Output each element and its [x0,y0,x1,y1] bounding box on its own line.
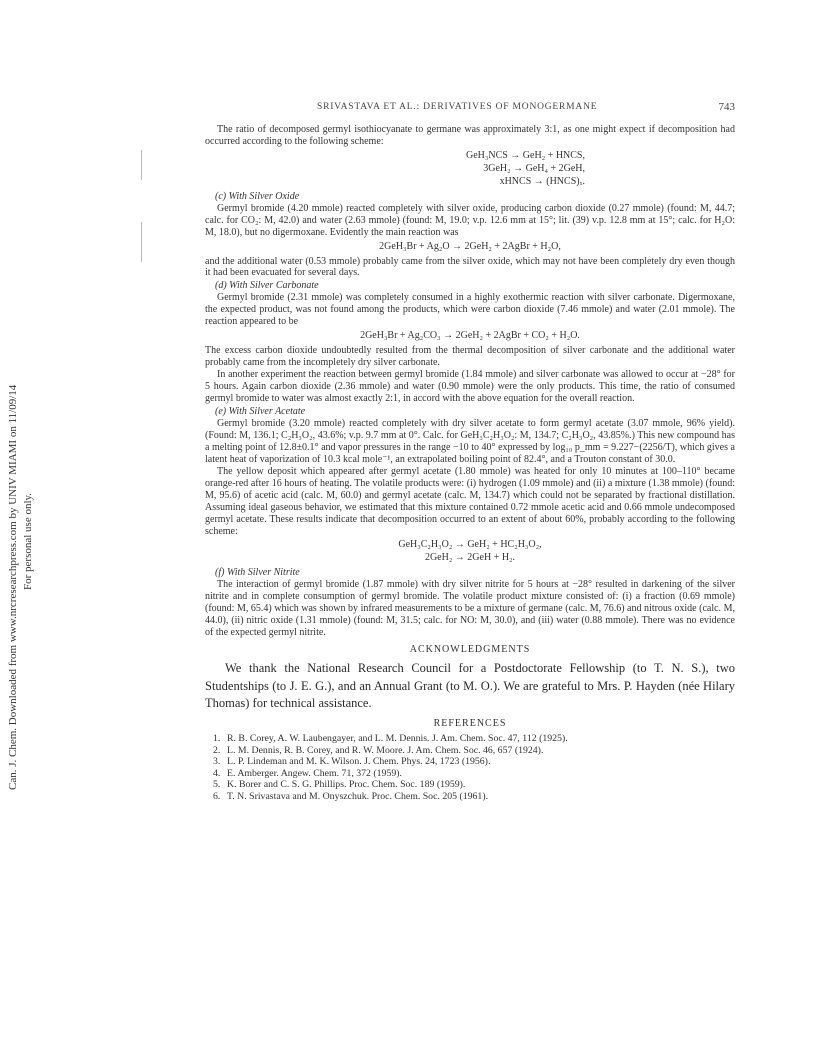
paragraph: Germyl bromide (3.20 mmole) reacted completely with dry silver acetate to form germyl acetate (3.07 mmole, 96% yield). (Found: M, 136.1; C₂H₃O₂, 43.6%; v.p. 9.7 mm at 0°. Calc. for GeH₃C₂H₃O₂: M, 134.7; C₂H₃O₂, 43.85%.) This new compound has a melting point of 12.8±0.1° and vapor pressures in the range −10 to 40° expressed by log₁₀ p_mm = 9.227−(2256/T), which gives a latent heat of vaporization of 10.3 kcal mole⁻¹, an extrapolated boiling point of 82.4°, and a Trouton constant of 30.0. [205,417,735,465]
references-heading: REFERENCES [433,717,507,729]
page-number: 743 [718,101,735,113]
reference-number: 2. [213,744,221,756]
equation: 2GeH₃Br + Ag₂O → 2GeH₂ + 2AgBr + H₂O, [379,240,561,252]
reference-number: 4. [213,767,221,779]
subsection-heading: (c) With Silver Oxide [215,190,300,202]
paragraph: Germyl bromide (2.31 mmole) was completely consumed in a highly exothermic reaction with silver carbonate. Digermoxane, the expected product, was not found among the products, which were carbon dioxide (7.46 mmole) and water (2.01 mmole). The reaction appeared to be [205,292,735,328]
reference-number: 5. [213,779,221,791]
acknowledgments-text: We thank the National Research Council for a Postdoctorate Fellowship (to T. N. S.), two Studentships (to J. E. G.), and an Annual Grant (to M. O.). We are grateful to Mrs. P. Hayden (née Hilary Thomas) for technical assistance. [205,661,735,711]
reference-list [205,733,735,802]
paragraph: The ratio of decomposed germyl isothiocyanate to germane was approximately 3:1, as one might expect if decomposition had occurred according to the following scheme: [205,124,735,147]
reference-item [213,779,735,791]
running-title: SRIVASTAVA ET AL.: DERIVATIVES OF MONOGERMANE [317,102,598,112]
paragraph: Germyl bromide (4.20 mmole) reacted completely with silver oxide, producing carbon dioxide (0.27 mmole) (found: M, 44.7; calc. for CO₂: M, 42.0) and water (2.63 mmole) (found: M, 19.0; v.p. 12.6 mm at 15°; lit. (39) v.p. 12.8 mm at 15°; calc. for H₂O: M, 18.0), but no digermoxane. Evidently the main reaction was [205,202,735,238]
reference-text: T. N. Srivastava and M. Onyszchuk. Proc. Chem. Soc. 205 (1961). [227,790,489,802]
article-body [205,124,735,802]
margin-mark [141,222,142,262]
reference-item [213,733,735,745]
subsection-heading: (f) With Silver Nitrite [215,567,300,579]
watermark-line-2: For personal use only. [22,492,34,590]
paragraph: and the additional water (0.53 mmole) probably came from the silver oxide, which may not have been completely dry even though it had been evacuated for several days. [205,255,735,279]
reference-number: 6. [213,790,221,802]
equation: 2GeH₃Br + Ag₂CO₃ → 2GeH₂ + 2AgBr + CO₂ + H₂O. [360,330,580,342]
reference-number: 3. [213,756,221,768]
reference-number: 1. [213,733,221,745]
paragraph: The excess carbon dioxide undoubtedly resulted from the thermal decomposition of silver carbonate and the additional water probably came from the incompletely dry silver carbonate. [205,345,735,369]
download-watermark [6,30,36,790]
margin-mark [141,150,142,180]
reference-text: E. Amberger. Angew. Chem. 71, 372 (1959). [227,767,402,779]
reference-item [213,768,735,780]
reference-text: L. M. Dennis, R. B. Corey, and R. W. Moore. J. Am. Chem. Soc. 46, 657 (1924). [227,744,544,756]
watermark-line-1: Can. J. Chem. Downloaded from www.nrcresearchpress.com by UNIV MIAMI on 11/09/14 [7,384,19,790]
running-header [205,102,735,112]
reference-text: K. Borer and C. S. G. Phillips. Proc. Chem. Soc. 189 (1959). [227,779,466,791]
equation: xHNCS → (HNCS)ₓ. [499,175,585,187]
acknowledgments-heading: ACKNOWLEDGMENTS [409,644,531,656]
paragraph: In another experiment the reaction between germyl bromide (1.84 mmole) and silver carbonate was allowed to occur at −28° for 5 hours. Again carbon dioxide (2.36 mmole) and water (0.90 mmole) were the only products. This time, the ratio of consumed germyl bromide to water was almost exactly 2:1, in accord with the above equation for the overall reaction. [205,369,735,405]
equation: GeH₃NCS → GeH₂ + HNCS, [465,149,585,161]
subsection-heading: (d) With Silver Carbonate [215,280,319,292]
reference-text: L. P. Lindeman and M. K. Wilson. J. Chem. Phys. 24, 1723 (1956). [227,756,491,768]
reference-item [213,745,735,757]
subsection-heading: (e) With Silver Acetate [215,405,306,417]
reference-text: R. B. Corey, A. W. Laubengayer, and L. M. Dennis. J. Am. Chem. Soc. 47, 112 (1925). [227,733,568,745]
equation: GeH₃C₂H₃O₂ → GeH₂ + HC₂H₃O₂, [398,539,542,551]
paragraph: The interaction of germyl bromide (1.87 mmole) with dry silver nitrite for 5 hours at −28° resulted in darkening of the silver nitrite and in complete consumption of germyl bromide. The volatile product mixture consisted of: (i) a fraction (0.69 mmole) (found: M, 65.4) which was shown by infrared measurements to be a mixture of germane (calc. M, 76.6) and nitrous oxide (calc. M, 44.0), (ii) nitric oxide (1.31 mmole) (found: M, 31.5; calc. for NO: M, 30.0), and (iii) water (0.88 mmole). There was no evidence of the expected germyl nitrite. [205,579,735,639]
paragraph: The yellow deposit which appeared after germyl acetate (1.80 mmole) was heated for only 10 minutes at 100–110° became orange-red after 16 hours of heating. The volatile products were: (i) hydrogen (1.09 mmole) and (ii) a mixture (1.38 mmole) (found: M, 95.6) of acetic acid (calc. M, 60.0) and germyl acetate (calc. M, 134.7) which could not be separated by fractional distillation. Assuming ideal gaseous behavior, we estimated that this mixture contained 0.72 mmole acetic acid and 0.66 mmole undecomposed germyl acetate. These results indicate that decomposition occurred to an extent of about 60%, probably according to the following scheme: [205,465,735,537]
reference-item [213,756,735,768]
equation: 2GeH₂ → 2GeH + H₂. [424,552,516,564]
equation: 3GeH₂ → GeH₄ + 2GeH, [483,162,585,174]
reference-item [213,791,735,803]
